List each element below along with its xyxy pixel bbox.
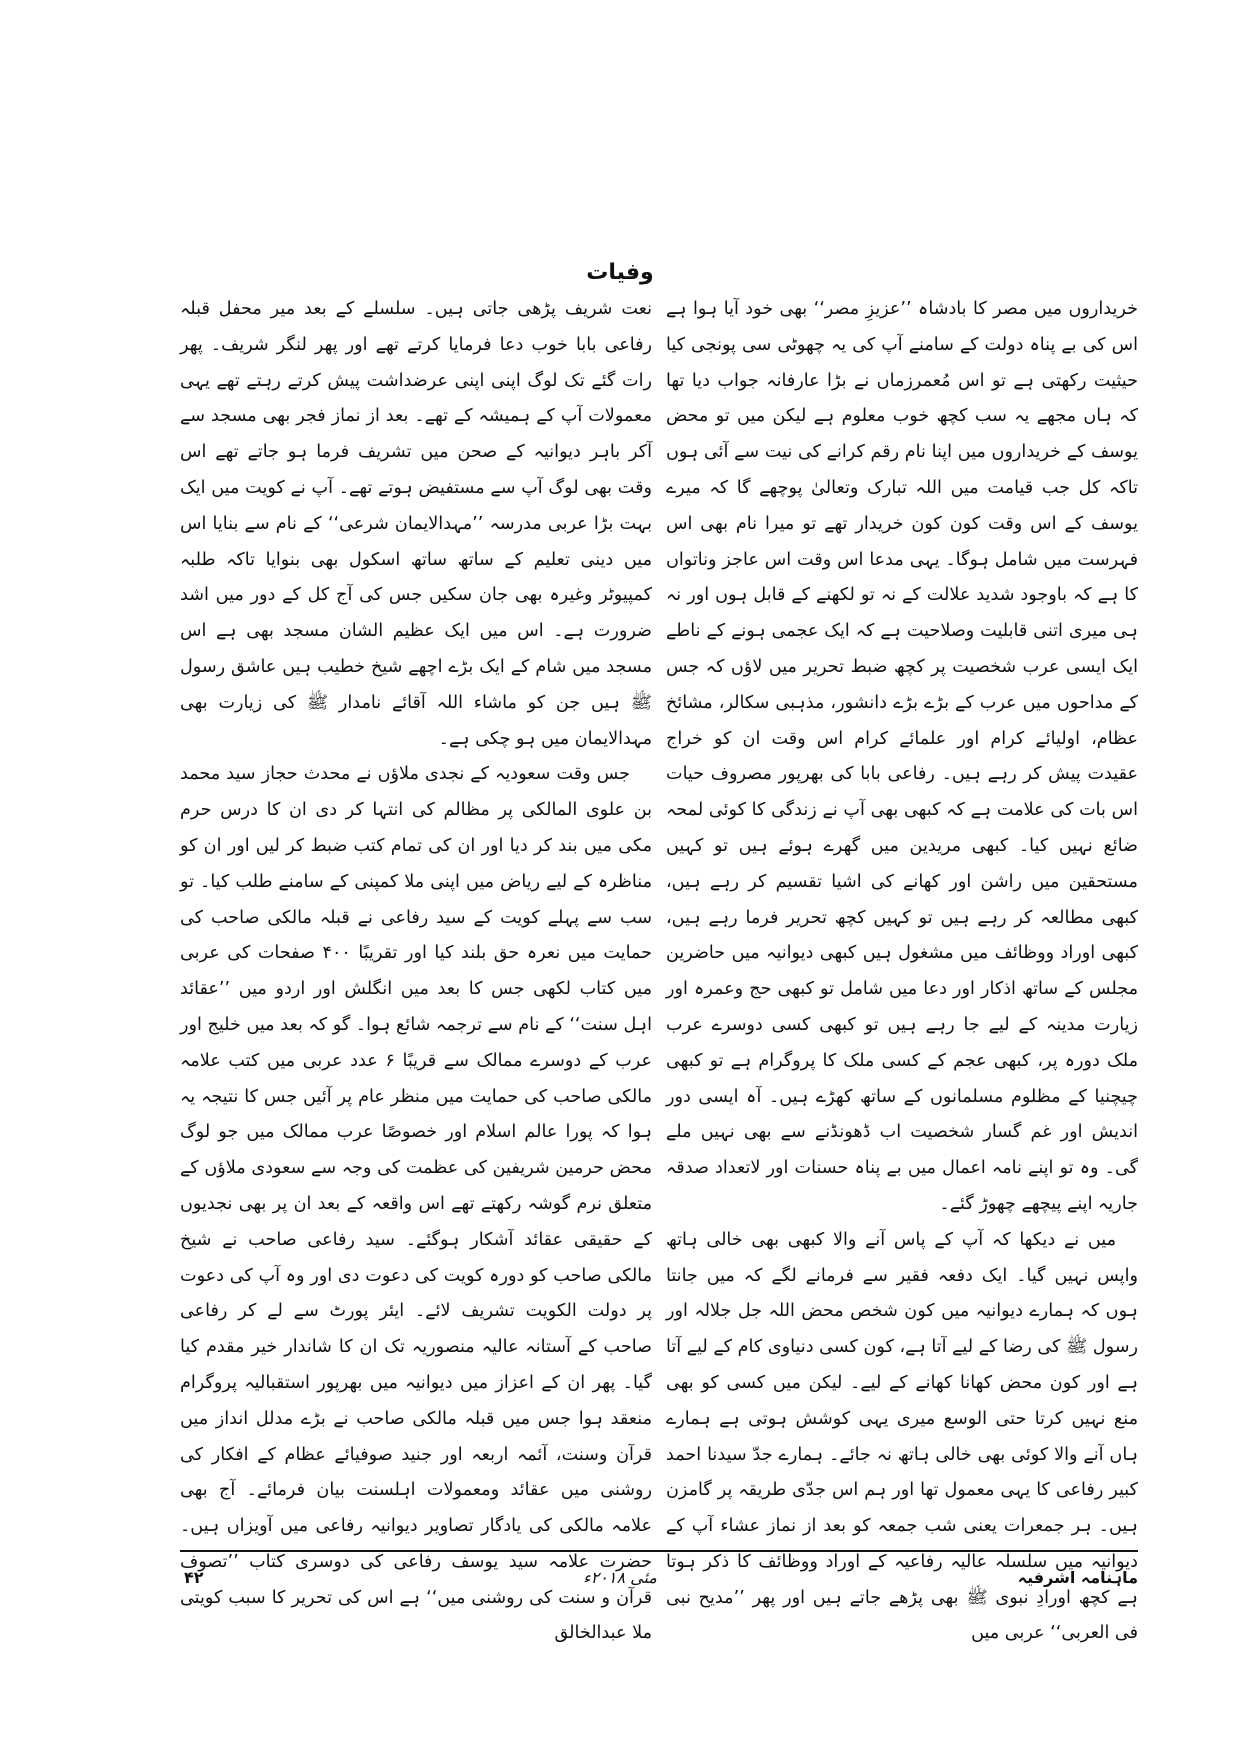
issue-date: مئی ۲۰۱۸ء xyxy=(583,1568,657,1587)
page-number: ۴۲ xyxy=(184,1568,204,1587)
paragraph: جس وقت سعودیہ کے نجدی ملاؤں نے محدث حجاز سید محمد بن علوی المالکی پر مظالم کی انتہا کر دی ان کا درس حرم مکی میں بند کر دیا اور ان کی تمام کتب ضبط کر لیں اور ان کو مناظرہ کے لیے ریاض میں اپنی ملا کمپنی کے سامنے طلب کیا۔ تو سب سے پہلے کویت کے سید رفاعی نے قبلہ مالکی صاحب کی حمایت میں نعرہ حق بلند کیا اور تقریبًا ۴۰۰ صفحات کی عربی میں کتاب لکھی جس کا بعد میں انگلش اور اردو میں ’’عقائد اہل سنت‘‘ کے نام سے ترجمہ شائع ہوا۔ گو کہ بعد میں خلیج اور عرب کے دوسرے ممالک سے قریبًا ۶ عدد عربی میں کتب علامہ مالکی صاحب کی حمایت میں منظر عام پر آئیں جس کا نتیجہ یہ ہوا کہ پورا عالم اسلام اور خصوصًا عرب ممالک میں جو لوگ محض حرمین شریفین کی عظمت کی وجہ سے سعودی ملاؤں کے متعلق نرم گوشہ رکھتے تھے اس واقعہ کے بعد ان پر بھی نجدیوں کے حقیقی عقائد آشکار ہوگئے۔ سید رفاعی صاحب نے شیخ مالکی صاحب کو دورہ کویت کی دعوت دی اور وہ آپ کی دعوت پر دولت الکویت تشریف لائے۔ ایئر پورٹ سے لے کر رفاعی صاحب کے آستانہ عالیہ منصوریہ تک ان کا شاندار خیر مقدم کیا گیا۔ پھر ان کے اعزاز میں دیوانیہ میں بھرپور استقبالیہ پروگرام منعقد ہوا جس میں قبلہ مالکی صاحب نے بڑے مدلل انداز میں قرآن وسنت، آئمہ اربعہ اور جنید صوفیائے عظام کے افکار کی روشنی میں عقائد ومعمولات اہلسنت بیان فرمائے۔ آج بھی علامہ مالکی کی یادگار تصاویر دیوانیہ رفاعی میں آویزاں ہیں۔ حضرت علامہ سید یوسف رفاعی کی دوسری کتاب ’’تصوف قرآن و سنت کی روشنی میں‘‘ ہے اس کی تحریر کا سبب کویتی ملا عبدالخالق xyxy=(180,764,652,1644)
footer-divider xyxy=(180,1550,1138,1552)
page-title: وفیات xyxy=(586,260,654,285)
magazine-name: ماہنامہ اشرفیہ xyxy=(1017,1568,1138,1587)
paragraph: خریداروں میں مصر کا بادشاہ ’’عزیزِ مصر‘‘ بھی خود آیا ہوا ہے اس کی بے پناہ دولت کے سامنے آپ کی یہ چھوٹی سی پونجی کیا حیثیت رکھتی ہے تو اس مُعمرزماں نے بڑا عارفانہ جواب دیا تھا کہ ہاں مجھے یہ سب کچھ خوب معلوم ہے لیکن میں تو محض یوسف کے خریداروں میں اپنا نام رقم کرانے کی نیت سے آئی ہوں تاکہ کل جب قیامت میں اللہ تبارک وتعالیٰ پوچھے گا کہ میرے یوسف کے اس وقت کون کون خریدار تھے تو میرا نام بھی اس فہرست میں شامل ہوگا۔ یہی مدعا اس وقت اس عاجز وناتواں کا ہے کہ باوجود شدید علالت کے نہ تو لکھنے کے قابل ہوں اور نہ ہی میری اتنی قابلیت وصلاحیت ہے کہ ایک عجمی ہونے کے ناطے ایک ایسی عرب شخصیت پر کچھ ضبط تحریر میں لاؤں کہ جس کے مداحوں میں عرب کے بڑے بڑے دانشور، مذہبی سکالر، مشائخ عظام، اولیائے کرام اور علمائے کرام اس وقت ان کو خراج عقیدت پیش کر رہے ہیں۔ رفاعی بابا کی بھرپور مصروف حیات اس بات کی علامت ہے کہ کبھی بھی آپ نے زندگی کا کوئی لمحہ ضائع نہیں کیا۔ کبھی مریدین میں گھرے ہوئے ہیں تو کہیں مستحقین میں راشن اور کھانے کی اشیا تقسیم کر رہے ہیں، کبھی مطالعہ کر رہے ہیں تو کہیں کچھ تحریر فرما رہے ہیں، کبھی اوراد ووظائف میں مشغول ہیں کبھی دیوانیہ میں حاضرین مجلس کے ساتھ اذکار اور دعا میں شامل تو کبھی حج وعمرہ اور زیارت مدینہ کے لیے جا رہے ہیں تو کبھی کسی دوسرے عرب ملک دورہ پر، کبھی عجم کے کسی ملک کا پروگرام ہے تو کبھی چیچنیا کے مظلوم مسلمانوں کے ساتھ کھڑے ہیں۔ آہ ایسی دور اندیش اور غم گسار شخصیت اب ڈھونڈنے سے بھی نہیں ملے گی۔ وہ تو اپنے نامہ اعمال میں بے پناہ حسنات اور لاتعداد صدقہ جاریہ اپنے پیچھے چھوڑ گئے۔ xyxy=(666,299,1138,1214)
paragraph: نعت شریف پڑھی جاتی ہیں۔ سلسلے کے بعد میر محفل قبلہ رفاعی بابا خوب دعا فرمایا کرتے تھے اور پھر لنگر شریف۔ پھر رات گئے تک لوگ اپنی اپنی عرضداشت پیش کرتے رہتے تھے یہی معمولات آپ کے ہمیشہ کے تھے۔ بعد از نماز فجر بھی مسجد سے آکر باہر دیوانیہ کے صحن میں تشریف فرما ہو جاتے تھے اس وقت بھی لوگ آپ سے مستفیض ہوتے تھے۔ آپ نے کویت میں ایک بہت بڑا عربی مدرسہ ’’مہدالایمان شرعی‘‘ کے نام سے بنایا اس میں دینی تعلیم کے ساتھ ساتھ اسکول بھی بنوایا تاکہ طلبہ کمپیوٹر وغیرہ بھی جان سکیں جس کی آج کل کے دور میں اشد ضرورت ہے۔ اس میں ایک عظیم الشان مسجد بھی ہے اس مسجد میں شام کے ایک بڑے اچھے شیخ خطیب ہیں عاشق رسول ﷺ ہیں جن کو ماشاء اللہ آقائے نامدار ﷺ کی زیارت بھی مہدالایمان میں ہو چکی ہے۔ xyxy=(180,299,652,749)
paragraph: میں نے دیکھا کہ آپ کے پاس آنے والا کبھی بھی خالی ہاتھ واپس نہیں گیا۔ ایک دفعہ فقیر سے فرمانے لگے کہ میں جانتا ہوں کہ ہمارے دیوانیہ میں کون شخص محض اللہ جل جلالہ اور رسول ﷺ کی رضا کے لیے آتا ہے، کون کسی دنیاوی کام کے لیے آتا ہے اور کون محض کھانا کھانے کے لیے۔ لیکن میں کسی کو بھی منع نہیں کرتا حتی الوسع میری یہی کوشش ہوتی ہے ہمارے ہاں آنے والا کوئی بھی خالی ہاتھ نہ جائے۔ ہمارے جدّ سیدنا احمد کبیر رفاعی کا یہی معمول تھا اور ہم اس جدّی طریقہ پر گامزن ہیں۔ ہر جمعرات یعنی شب جمعہ کو بعد از نماز عشاء آپ کے دیوانیہ میں سلسلہ عالیہ رفاعیہ کے اوراد ووظائف کا ذکر ہوتا ہے کچھ اورادِ نبوی ﷺ بھی پڑھے جاتے ہیں اور پھر ’’مدیح نبی فی العربی‘‘ عربی میں xyxy=(666,1229,1138,1644)
